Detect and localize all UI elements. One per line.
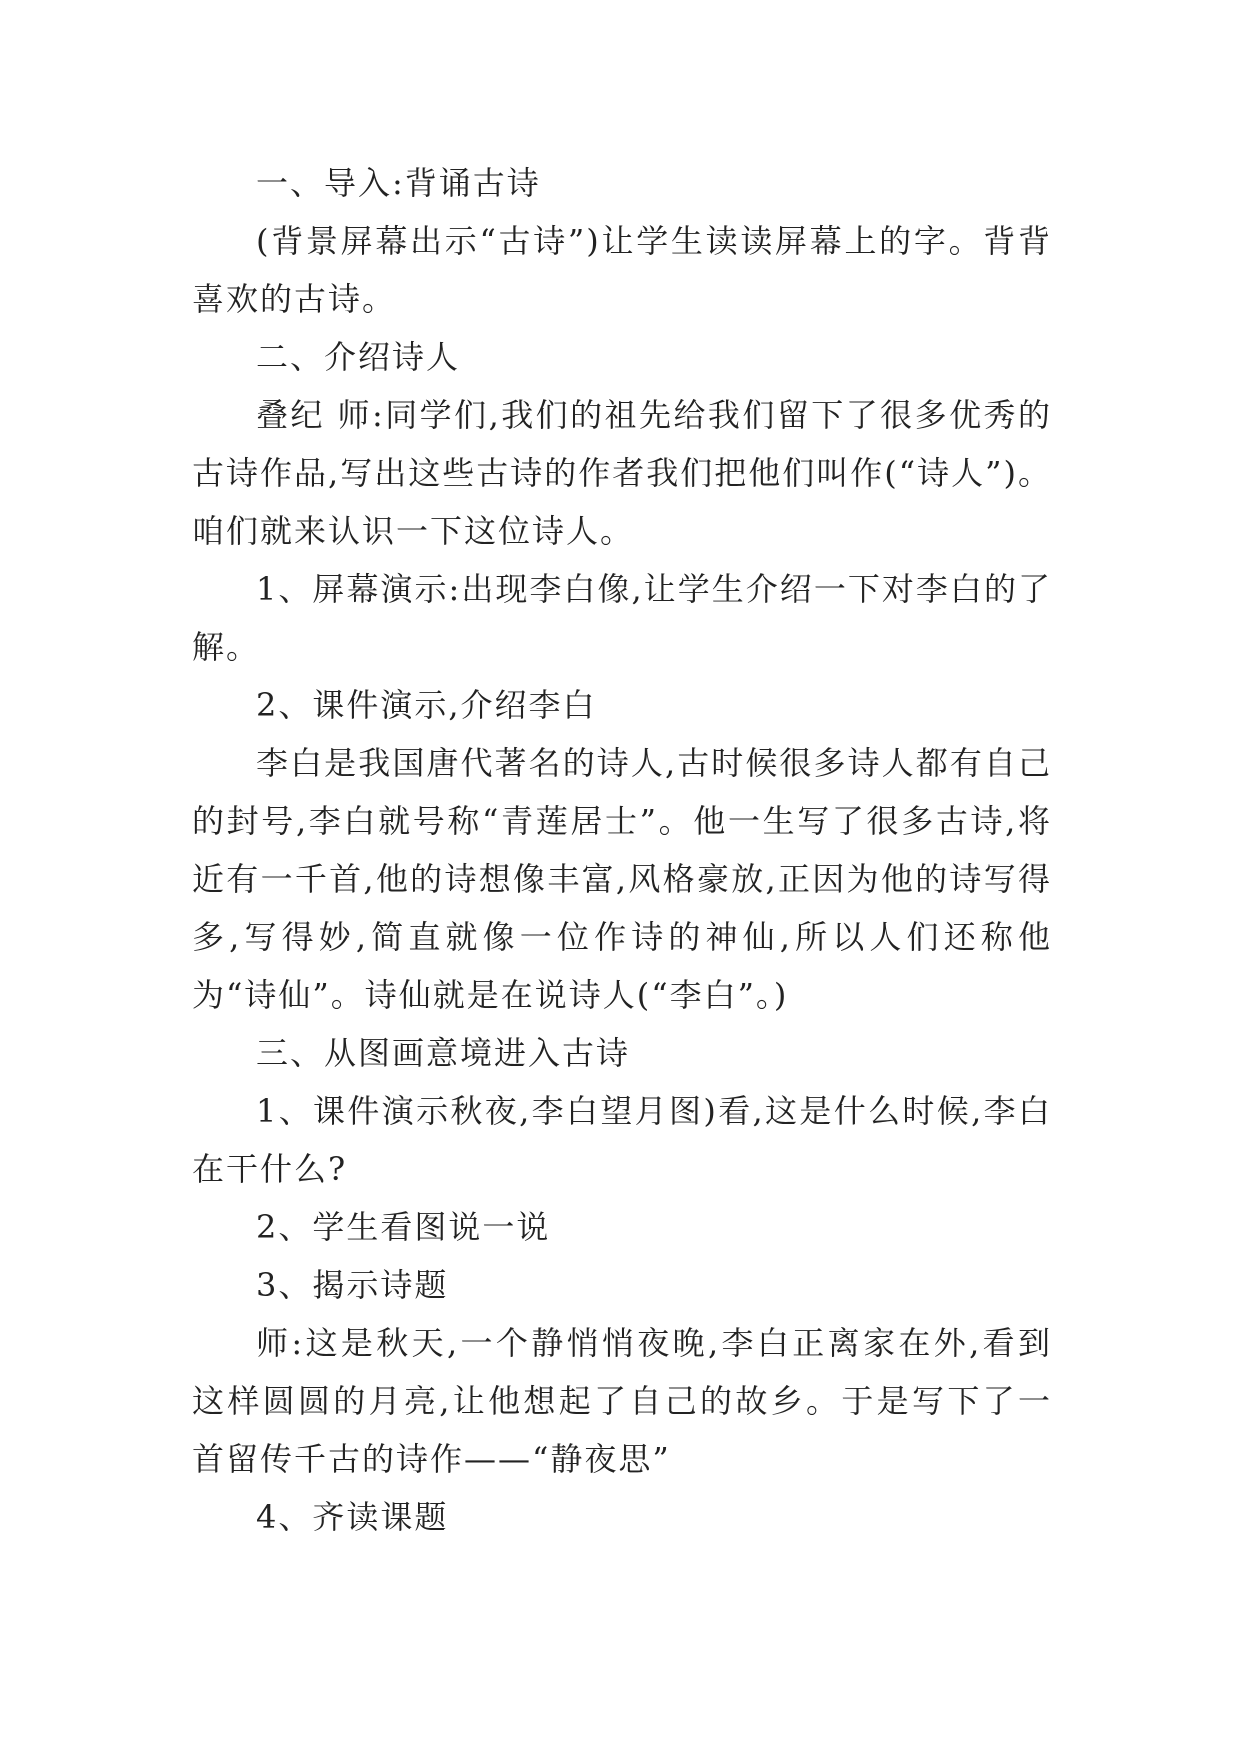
list-item-1-portrait: 1、屏幕演示:出现李白像,让学生介绍一下对李白的了解。 xyxy=(192,570,1052,666)
heading-imagery: 三、从图画意境进入古诗 xyxy=(256,1034,631,1072)
paragraph-teacher-poem: 师:这是秋天,一个静悄悄夜晚,李白正离家在外,看到这样圆圆的月亮,让他想起了自己的故乡。于是写下了一首留传千古的诗作——“静夜思” xyxy=(192,1324,1052,1478)
document-body xyxy=(192,154,1052,1546)
list-item-4-read-title: 4、齐读课题 xyxy=(256,1498,449,1536)
list-item-1-autumn-night: 1、课件演示秋夜,李白望月图)看,这是什么时候,李白在干什么? xyxy=(192,1092,1052,1188)
heading-poet: 二、介绍诗人 xyxy=(256,338,461,376)
heading-intro: 一、导入:背诵古诗 xyxy=(256,164,541,202)
paragraph-intro-detail: (背景屏幕出示“古诗”)让学生读读屏幕上的字。背背喜欢的古诗。 xyxy=(192,222,1052,318)
list-item-2-courseware: 2、课件演示,介绍李白 xyxy=(256,686,597,724)
list-item-3-reveal-title: 3、揭示诗题 xyxy=(256,1266,449,1304)
paragraph-li-bai: 李白是我国唐代著名的诗人,古时候很多诗人都有自己的封号,李白就号称“青莲居士”。他一生写了很多古诗,将近有一千首,他的诗想像丰富,风格豪放,正因为他的诗写得多,写得妙,简直就像一位作诗的神仙,所以人们还称他为“诗仙”。诗仙就是在说诗人(“李白”。) xyxy=(192,744,1052,1014)
paragraph-teacher-intro: 叠纪 师:同学们,我们的祖先给我们留下了很多优秀的古诗作品,写出这些古诗的作者我们把他们叫作(“诗人”)。咱们就来认识一下这位诗人。 xyxy=(192,396,1052,550)
list-item-2-look-and-say: 2、学生看图说一说 xyxy=(256,1208,551,1246)
